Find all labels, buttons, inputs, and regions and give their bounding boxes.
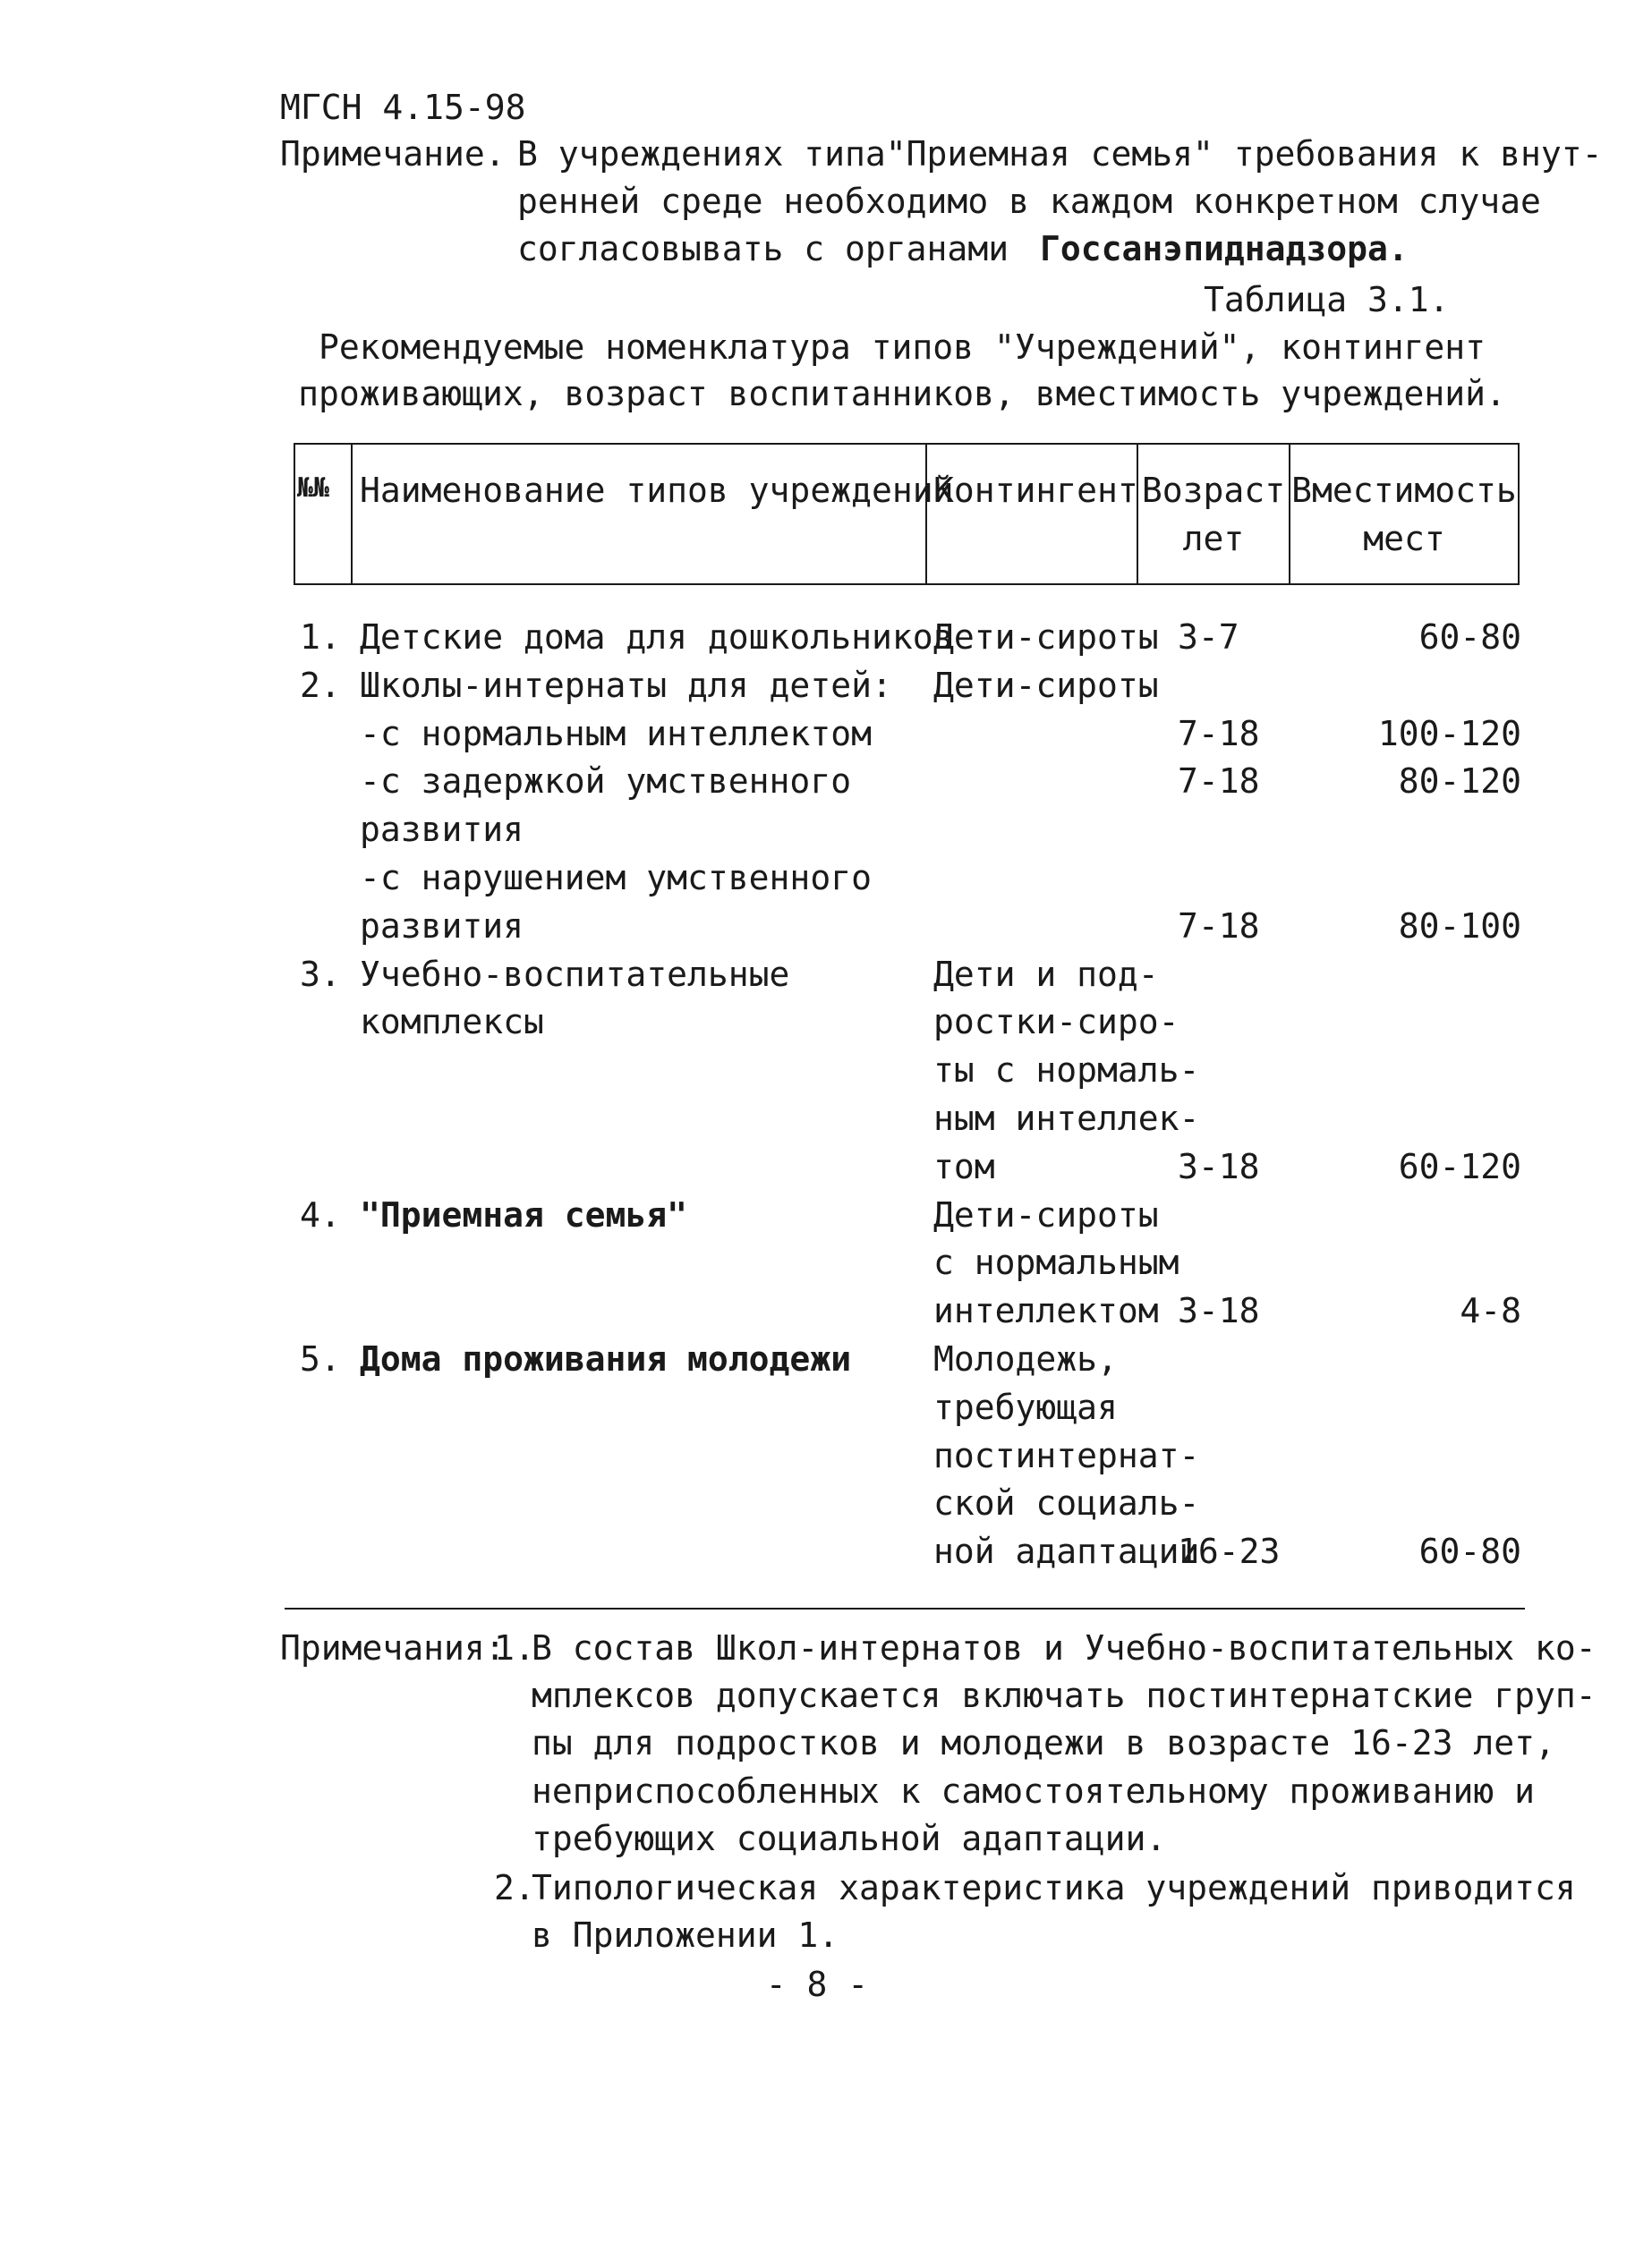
header-bottom-rule <box>294 583 1520 585</box>
row-contingent: Молодежь, <box>933 1339 1118 1379</box>
row-age: 3-7 <box>1178 617 1239 657</box>
header-border-right <box>1518 443 1520 585</box>
table-number: Таблица 3.1. <box>1204 280 1450 319</box>
note-2-number: 2. <box>494 1868 535 1907</box>
row-contingent: ты с нормаль- <box>933 1050 1200 1090</box>
row-contingent: Дети-сироты <box>933 666 1159 705</box>
note-line-3 <box>517 229 1409 268</box>
header-divider-4 <box>1289 443 1290 585</box>
table-title-line-2: проживающих, возраст воспитанников, вместимость учреждений. <box>298 374 1506 413</box>
row-capacity: 60-80 <box>1418 617 1521 657</box>
header-capacity-1: Вместимость <box>1291 471 1517 510</box>
row-capacity: 60-120 <box>1398 1147 1521 1186</box>
notes-separator <box>285 1608 1525 1610</box>
note-line-3-bold: Госсанэпиднадзора. <box>1039 229 1409 268</box>
note-label: Примечание. <box>280 134 506 174</box>
row-age: 7-18 <box>1178 714 1260 753</box>
note-1-line-5: требующих социальной адаптации. <box>532 1819 1167 1858</box>
row-age: 16-23 <box>1178 1532 1281 1571</box>
page-number: - 8 - <box>765 1965 869 2004</box>
note-1-line-1: В состав Школ-интернатов и Учебно-воспитательных ко- <box>532 1628 1597 1668</box>
row-contingent: требующая <box>933 1388 1118 1427</box>
row-contingent: ным интеллек- <box>933 1099 1200 1138</box>
row-capacity: 100-120 <box>1377 714 1521 753</box>
row-contingent: Дети и под- <box>933 955 1159 994</box>
row-number: 5. <box>300 1339 341 1379</box>
note-1-line-4: неприспособленных к самостоятельному проживанию и <box>532 1771 1536 1811</box>
row-name: -с задержкой умственного <box>360 761 852 801</box>
row-name: комплексы <box>360 1002 544 1041</box>
note-line-3-text: согласовывать с органами <box>517 229 1009 268</box>
row-capacity: 80-120 <box>1398 761 1521 801</box>
note-2-line-1: Типологическая характеристика учреждений приводится <box>532 1868 1576 1907</box>
header-divider-2 <box>925 443 927 585</box>
note-line-2: ренней среде необходимо в каждом конкретном случае <box>517 182 1541 221</box>
row-age: 7-18 <box>1178 906 1260 946</box>
note-1-number: 1. <box>494 1628 535 1668</box>
header-num: №№ <box>297 472 330 504</box>
row-age: 3-18 <box>1178 1147 1260 1186</box>
note-1-line-3: пы для подростков и молодежи в возрасте 16-23 лет, <box>532 1723 1555 1763</box>
row-capacity: 80-100 <box>1398 906 1521 946</box>
note-1-line-2: мплексов допускается включать постинтернатские груп- <box>532 1676 1597 1715</box>
header-age-1: Возраст <box>1141 471 1286 510</box>
row-number: 3. <box>300 955 341 994</box>
row-number: 4. <box>300 1195 341 1235</box>
row-name: -с нарушением умственного <box>360 858 872 897</box>
header-capacity-2: мест <box>1363 519 1445 558</box>
row-number: 1. <box>300 617 341 657</box>
row-name: -с нормальным интеллектом <box>360 714 872 753</box>
row-name: Дома проживания молодежи <box>360 1339 852 1379</box>
row-contingent: ской социаль- <box>933 1483 1200 1523</box>
notes-label: Примечания: <box>280 1628 506 1668</box>
row-capacity: 60-80 <box>1418 1532 1521 1571</box>
table-title-line-1: Рекомендуемые номенклатура типов "Учреждений", контингент <box>318 327 1486 367</box>
header-divider-1 <box>351 443 353 585</box>
row-contingent: с нормальным <box>933 1243 1179 1282</box>
header-contingent: Контингент <box>933 471 1138 510</box>
row-name: Детские дома для дошкольников <box>360 617 954 657</box>
row-contingent: Дети-сироты <box>933 1195 1159 1235</box>
row-contingent: ной адаптации <box>933 1532 1200 1571</box>
row-contingent: Дети-сироты <box>933 617 1159 657</box>
row-contingent: постинтернат- <box>933 1436 1200 1475</box>
row-age: 7-18 <box>1178 761 1260 801</box>
note-line-1: В учреждениях типа"Приемная семья" требования к внут- <box>517 134 1603 174</box>
row-contingent: интеллектом <box>933 1291 1159 1330</box>
row-contingent: том <box>933 1147 995 1186</box>
header-age-2: лет <box>1182 519 1245 558</box>
doc-code: МГСН 4.15-98 <box>280 88 526 127</box>
header-top-rule <box>294 443 1520 445</box>
header-border-left <box>294 443 295 585</box>
row-contingent: ростки-сиро- <box>933 1002 1179 1041</box>
header-name: Наименование типов учреждений <box>360 471 954 510</box>
note-2-line-2: в Приложении 1. <box>532 1915 839 1955</box>
row-name: Школы-интернаты для детей: <box>360 666 892 705</box>
row-number: 2. <box>300 666 341 705</box>
row-name: развития <box>360 906 524 946</box>
row-name: "Приемная семья" <box>360 1195 688 1235</box>
row-age: 3-18 <box>1178 1291 1260 1330</box>
header-divider-3 <box>1137 443 1138 585</box>
row-name: Учебно-воспитательные <box>360 955 790 994</box>
row-capacity: 4-8 <box>1460 1291 1521 1330</box>
row-name: развития <box>360 810 524 849</box>
